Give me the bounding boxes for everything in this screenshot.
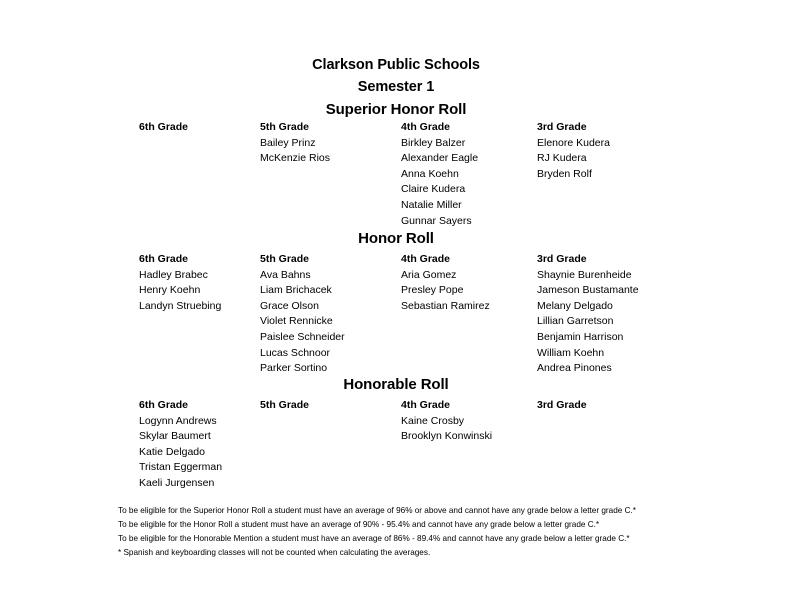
footnote-line: * Spanish and keyboarding classes will not be counted when calculating the averages. [118, 548, 431, 557]
grade-column-honorable-roll-3rd-grade [537, 398, 587, 414]
student-name-list [401, 136, 478, 230]
list-item: Logynn Andrews [139, 414, 217, 427]
grade-column-honorable-roll-6th-grade [139, 398, 222, 492]
student-name-list [139, 414, 222, 492]
student-name-list [401, 414, 492, 445]
list-item: Hadley Brabec [139, 268, 208, 281]
list-item: Lillian Garretson [537, 315, 614, 328]
grade-column-honor-roll-5th-grade [260, 252, 345, 377]
list-item: Violet Rennicke [260, 315, 333, 328]
grade-column-superior-honor-roll-5th-grade [260, 120, 330, 167]
list-item: Liam Brichacek [260, 284, 332, 297]
grade-header: 4th Grade [401, 399, 451, 411]
list-item: Gunnar Sayers [401, 214, 472, 227]
list-item: Lucas Schnoor [260, 346, 331, 359]
page-title-school-name: Clarkson Public Schools [312, 57, 480, 73]
list-item: Natalie Miller [401, 198, 462, 211]
list-item: Presley Pope [401, 284, 464, 297]
section-title-superior-honor-roll: Superior Honor Roll [325, 101, 467, 118]
grade-column-superior-honor-roll-4th-grade [401, 120, 478, 229]
student-name-list [537, 268, 639, 377]
list-item: Tristan Eggerman [139, 461, 223, 474]
grade-header: 3rd Grade [537, 121, 587, 133]
section-title-honor-roll: Honor Roll [358, 230, 434, 247]
list-item: Skylar Baumert [139, 430, 211, 443]
grade-header: 5th Grade [260, 121, 310, 133]
grade-column-superior-honor-roll-3rd-grade [537, 120, 610, 182]
list-item: Kaine Crosby [401, 414, 465, 427]
list-item: Ava Bahns [260, 268, 311, 281]
list-item: Bailey Prinz [260, 136, 316, 149]
list-item: Parker Sortino [260, 362, 328, 375]
list-item: Aria Gomez [401, 268, 457, 281]
list-item: McKenzie Rios [260, 152, 331, 165]
grade-header: 5th Grade [260, 399, 310, 411]
grade-column-honor-roll-4th-grade [401, 252, 490, 314]
student-name-list [401, 268, 490, 315]
list-item: Paislee Schneider [260, 330, 345, 343]
list-item: Kaeli Jurgensen [139, 476, 215, 489]
list-item: William Koehn [537, 346, 605, 359]
footnote-line: To be eligible for the Honorable Mention a student must have an average of 86% - 89.4% and cannot have any grade below a letter grade C.* [118, 534, 630, 543]
page-title-semester: Semester 1 [357, 79, 435, 95]
list-item: Landyn Struebing [139, 299, 222, 312]
grade-header: 6th Grade [139, 399, 189, 411]
list-item: Bryden Rolf [537, 167, 592, 180]
list-item: Sebastian Ramirez [401, 299, 490, 312]
list-item: Alexander Eagle [401, 152, 479, 165]
list-item: Henry Koehn [139, 284, 201, 297]
section-title-honorable-roll: Honorable Roll [343, 376, 449, 393]
list-item: Katie Delgado [139, 445, 205, 458]
grade-column-honorable-roll-5th-grade [260, 398, 309, 414]
list-item: Shaynie Burenheide [537, 268, 632, 281]
grade-column-superior-honor-roll-6th-grade [139, 120, 188, 136]
student-name-list [260, 268, 345, 377]
footnote-line: To be eligible for the Honor Roll a student must have an average of 90% - 95.4% and cannot have any grade below a letter grade C.* [118, 520, 600, 529]
grade-header: 3rd Grade [537, 399, 587, 411]
footnote-line: To be eligible for the Superior Honor Roll a student must have an average of 96% or above and cannot have any grade below a letter grade C.* [118, 506, 636, 515]
student-name-list [260, 136, 330, 167]
list-item: Jameson Bustamante [537, 284, 639, 297]
list-item: Andrea Pinones [537, 362, 612, 375]
list-item: RJ Kudera [537, 152, 587, 165]
grade-header: 3rd Grade [537, 253, 587, 265]
student-name-list [537, 136, 610, 183]
list-item: Benjamin Harrison [537, 330, 624, 343]
list-item: Anna Koehn [401, 167, 459, 180]
grade-column-honor-roll-3rd-grade [537, 252, 639, 377]
list-item: Claire Kudera [401, 183, 466, 196]
grade-column-honor-roll-6th-grade [139, 252, 221, 314]
grade-header: 6th Grade [139, 253, 189, 265]
list-item: Brooklyn Konwinski [401, 430, 493, 443]
list-item: Birkley Balzer [401, 136, 466, 149]
grade-header: 4th Grade [401, 253, 451, 265]
student-name-list [139, 268, 221, 315]
list-item: Elenore Kudera [537, 136, 610, 149]
grade-header: 4th Grade [401, 121, 451, 133]
grade-header: 5th Grade [260, 253, 310, 265]
list-item: Melany Delgado [537, 299, 613, 312]
grade-header: 6th Grade [139, 121, 189, 133]
footnotes-container [118, 504, 718, 560]
grade-column-honorable-roll-4th-grade [401, 398, 492, 445]
list-item: Grace Olson [260, 299, 319, 312]
